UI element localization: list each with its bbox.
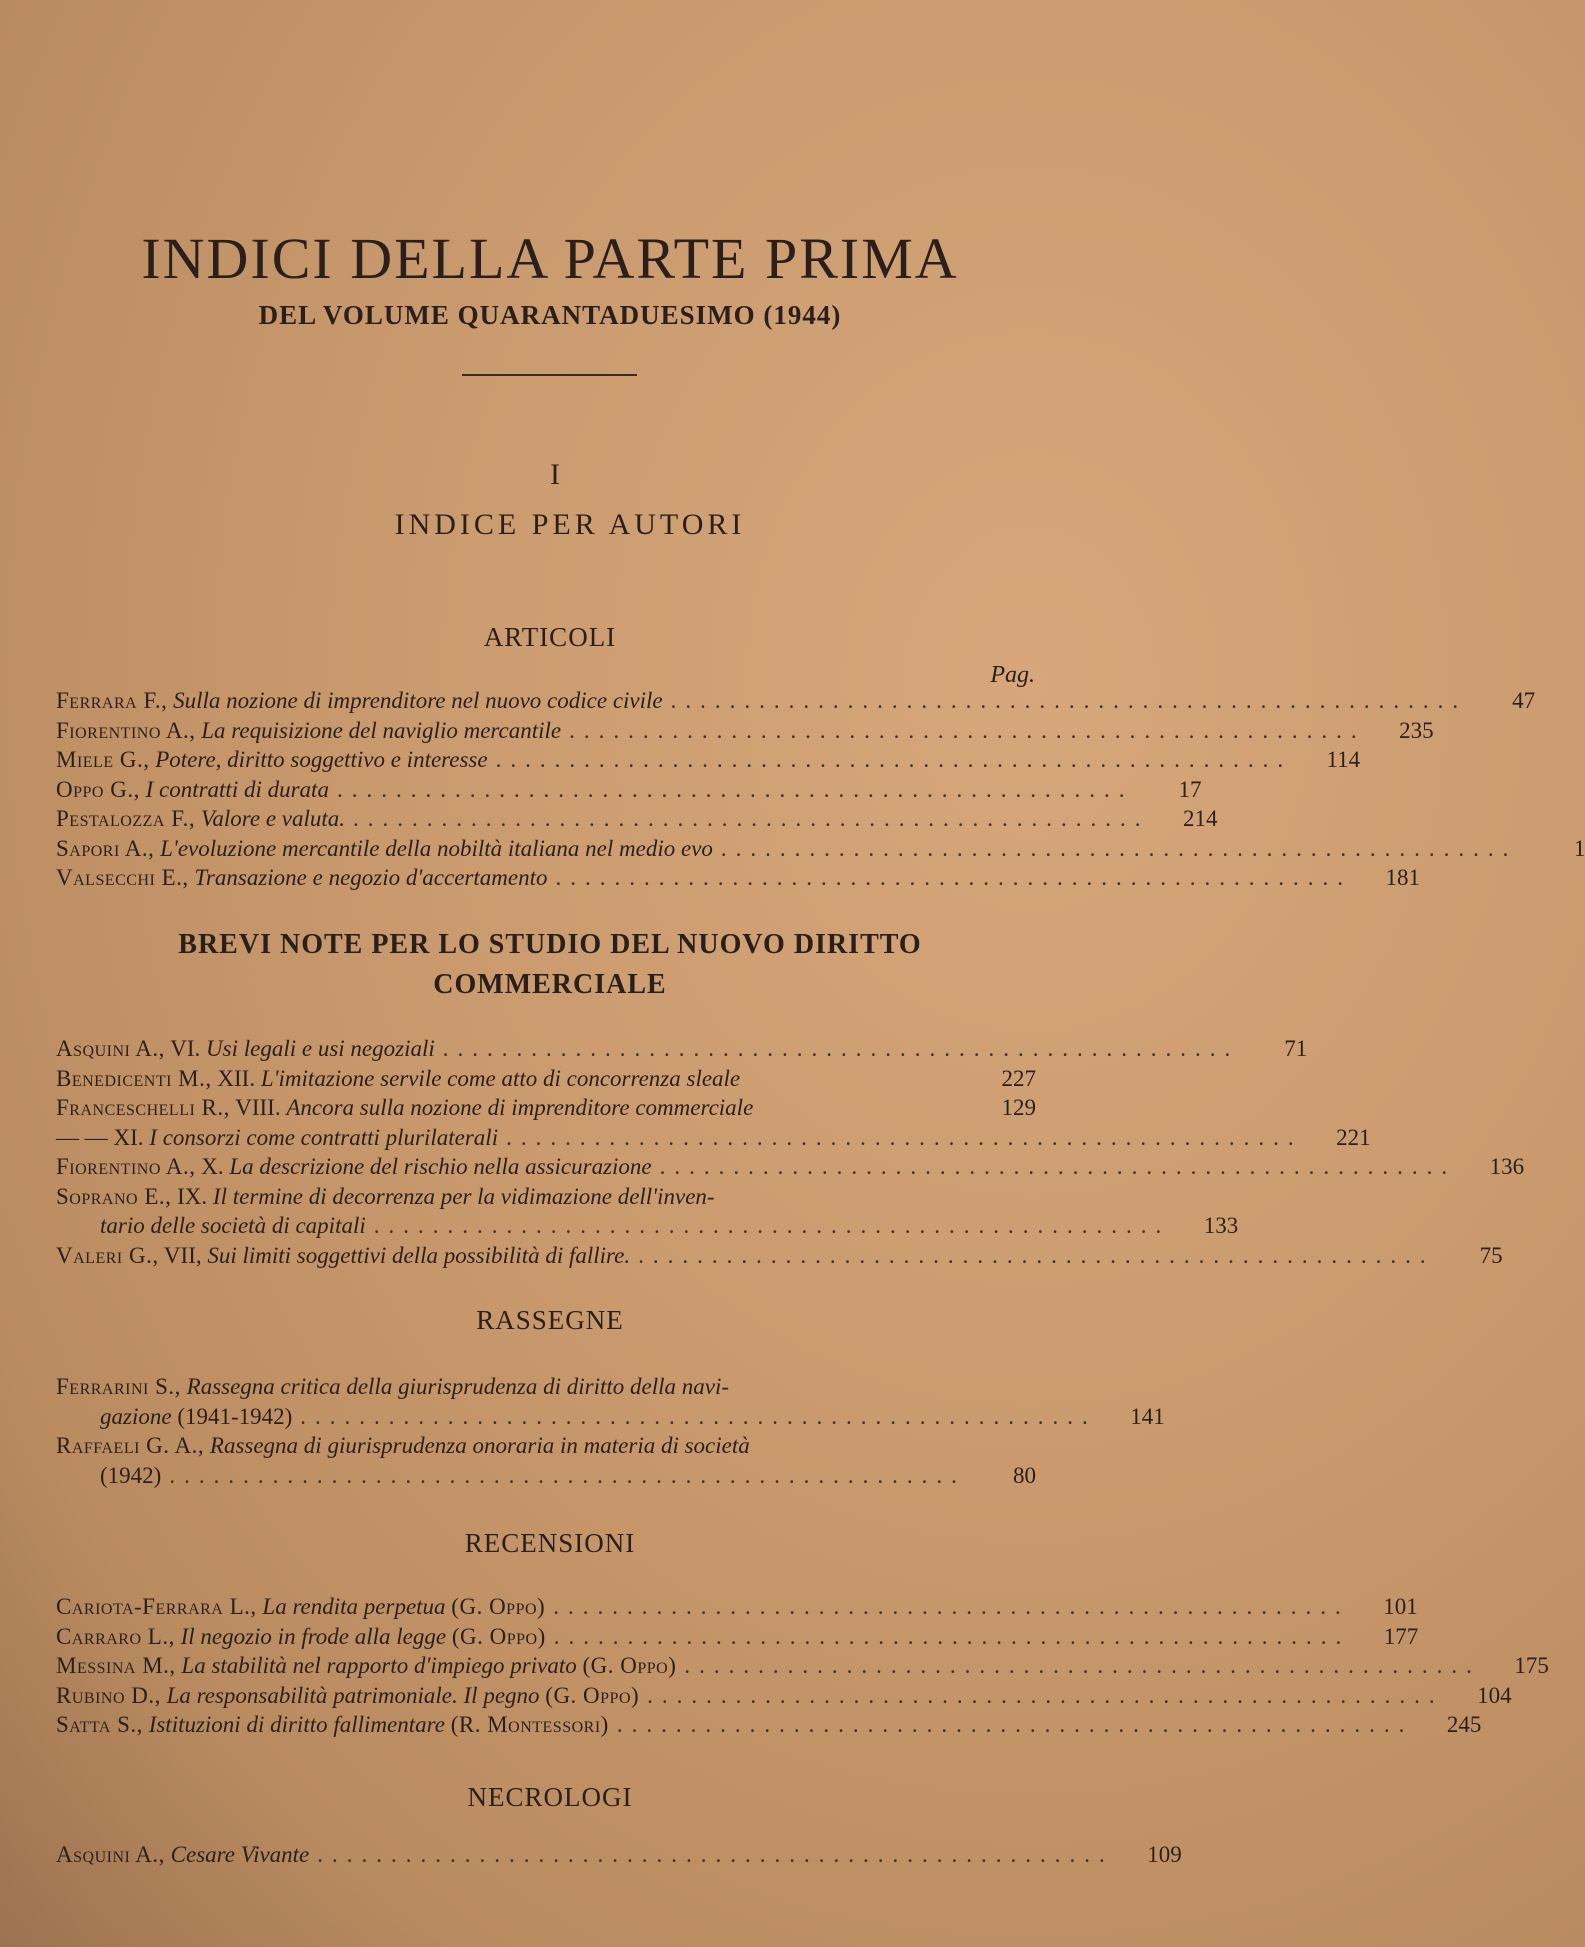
list-item: Miele G., Potere, diritto soggettivo e interesse ...................................................... 114 (56, 747, 1361, 772)
articoli-list (56, 686, 1585, 893)
list-item: Fiorentino A., La requisizione del naviglio mercantile ...................................................... 235 (56, 717, 1434, 743)
rassegne-list (56, 1372, 1165, 1490)
list-item: Cariota-Ferrara L., La rendita perpetua (G. Oppo) ...................................................... 101 (56, 1594, 1418, 1619)
page-title: INDICI DELLA PARTE PRIMA (141, 226, 959, 291)
list-item: Oppo G., I contratti di durata ...................................................... 17 (56, 776, 1202, 802)
list-item: Valsecchi E., Transazione e negozio d'accertamento ...................................................... 181 (56, 865, 1420, 890)
list-item: Pestalozza F., Valore e valuta. ...................................................... 214 (56, 806, 1218, 831)
list-item: Rubino D., La responsabilità patrimoniale. Il pegno (G. Oppo) ...................................................... 104 (56, 1682, 1512, 1708)
list-item: Asquini A., VI. Usi legali e usi negoziali ...................................................... 71 (56, 1036, 1308, 1061)
heading-recensioni: RECENSIONI (464, 1528, 636, 1558)
list-item: Messina M., La stabilità nel rapporto d'impiego privato (G. Oppo) ...................................................... 175 (56, 1653, 1549, 1678)
recensioni-list (56, 1592, 1549, 1740)
title-rule (462, 374, 637, 376)
list-item-continuation: (1942) ...................................................... 80 (100, 1462, 1036, 1488)
index-title: INDICE PER AUTORI (394, 508, 746, 541)
heading-necrologi: NECROLOGI (467, 1782, 633, 1812)
list-item: Sapori A., L'evoluzione mercantile della nobiltà italiana nel medio evo ...................................................... 1 (56, 835, 1585, 861)
list-item: Asquini A., Cesare Vivante ...................................................... 109 (56, 1842, 1182, 1867)
list-item: Benedicenti M., XII. L'imitazione servile come atto di concorrenza sleale 227 (56, 1065, 1036, 1091)
list-item: Raffaeli G. A., Rassegna di giurisprudenza onoraria in materia di società (56, 1433, 750, 1458)
heading-articoli: ARTICOLI (483, 622, 617, 652)
list-item: Valeri G., VII, Sui limiti soggettivi della possibilità di fallire. ...................................................... 75 (56, 1242, 1503, 1268)
list-item: Soprano E., IX. Il termine di decorrenza per la vidimazione dell'inven- (56, 1183, 715, 1209)
heading-line: COMMERCIALE (433, 969, 667, 1000)
pag-label: Pag. (990, 662, 1035, 688)
list-item: Fiorentino A., X. La descrizione del rischio nella assicurazione ...................................................... 136 (56, 1154, 1525, 1179)
heading-brevi-note (140, 925, 960, 1005)
heading-line: BREVI NOTE PER LO STUDIO DEL NUOVO DIRITTO (178, 929, 922, 960)
list-item-continuation: gazione (1941-1942) ...................................................... 141 (100, 1403, 1165, 1429)
brevi-note-list (56, 1034, 1525, 1270)
list-item: — — XI. I consorzi come contratti plurilaterali ...................................................... 221 (56, 1124, 1371, 1150)
list-item: Ferrarini S., Rassegna critica della giurisprudenza di diritto della navi- (56, 1374, 730, 1399)
necrologi-list (56, 1840, 1182, 1870)
list-item: Satta S., Istituzioni di diritto fallimentare (R. Montessori) ...................................................... 245 (56, 1712, 1482, 1737)
list-item: Ferrara F., Sulla nozione di imprenditore nel nuovo codice civile ...................................................... 47 (56, 688, 1536, 713)
list-item: Franceschelli R., VIII. Ancora sulla nozione di imprenditore commerciale 129 (56, 1095, 1036, 1120)
list-item-continuation: tario delle società di capitali ...................................................... 133 (100, 1213, 1239, 1238)
section-number: I (550, 458, 560, 491)
page-subtitle: DEL VOLUME QUARANTADUESIMO (1944) (258, 300, 842, 330)
heading-rassegne: RASSEGNE (476, 1305, 624, 1335)
list-item: Carraro L., Il negozio in frode alla legge (G. Oppo) ...................................................... 177 (56, 1623, 1419, 1649)
